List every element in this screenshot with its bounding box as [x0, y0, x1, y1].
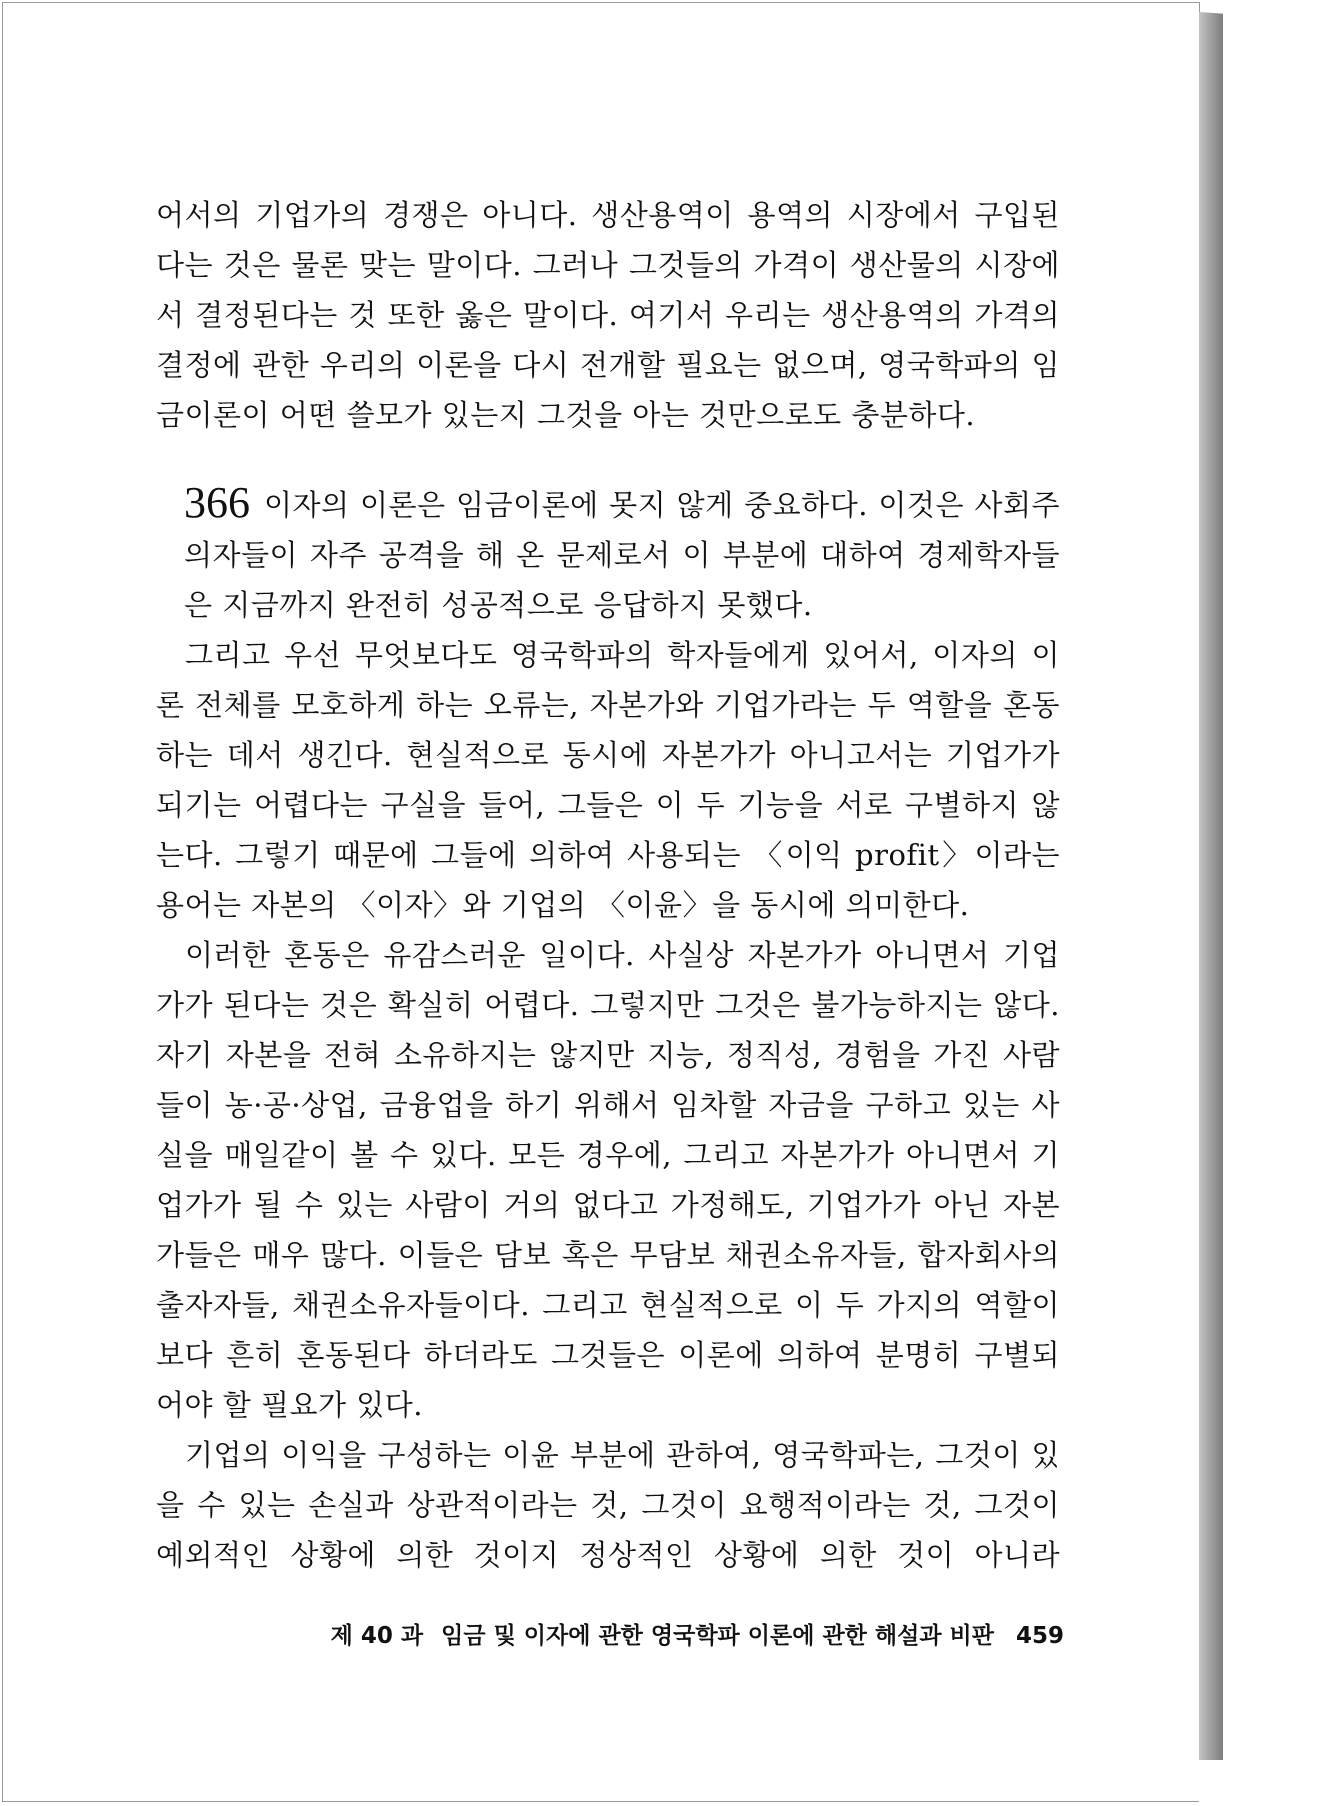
running-footer	[156, 1620, 1064, 1652]
section-366	[156, 478, 1060, 1580]
section-first-paragraph	[156, 478, 1060, 630]
page-stack-edge	[1199, 12, 1223, 1796]
section-number: 366	[184, 478, 250, 527]
section-first-text: 이자의 이론은 임금이론에 못지 않게 중요하다. 이것은 사회주의자들이 자주 공격을 해 온 문제로서 이 부분에 대하여 경제학자들은 지금까지 완전히 성공적으로 응답하지 못했다.	[184, 488, 1060, 622]
footer-title: 임금 및 이자에 관한 영국학파 이론에 관한 해설과 비판	[441, 1623, 994, 1649]
page-body	[156, 190, 1060, 1580]
body-paragraph-top: 어서의 기업가의 경쟁은 아니다. 생산용역이 용역의 시장에서 구입된 다는 것은 물론 맞는 말이다. 그러나 그것들의 가격이 생산물의 시장에서 결정된다는 것 또한 옳은 말이다. 여기서 우리는 생산용역의 가격의 결정에 관한 우리의 이론을 다시 전개할 필요는 없으며, 영국학파의 임금이론이 어떤 쓸모가 있는지 그것을 아는 것만으로도 충분하다.	[156, 198, 1060, 432]
body-paragraph: 기업의 이익을 구성하는 이윤 부분에 관하여, 영국학파는, 그것이 있을 수 있는 손실과 상관적이라는 것, 그것이 요행적이라는 것, 그것이 예외적인 상황에 의한 것이지 정상적인 상황에 의한 것이 아니라	[156, 1438, 1060, 1572]
body-paragraph: 이러한 혼동은 유감스러운 일이다. 사실상 자본가가 아니면서 기업가가 된다는 것은 확실히 어렵다. 그렇지만 그것은 불가능하지는 않다. 자기 자본을 전혀 소유하지는 않지만 지능, 정직성, 경험을 가진 사람들이 농·공·상업, 금융업을 하기 위해서 임차할 자금을 구하고 있는 사실을 매일같이 볼 수 있다. 모든 경우에, 그리고 자본가가 아니면서 기업가가 될 수 있는 사람이 거의 없다고 가정해도, 기업가가 아닌 자본가들은 매우 많다. 이들은 담보 혹은 무담보 채권소유자들, 합자회사의 출자자들, 채권소유자들이다. 그리고 현실적으로 이 두 가지의 역할이 보다 흔히 혼동된다 하더라도 그것들은 이론에 의하여 분명히 구별되어야 할 필요가 있다.	[156, 938, 1060, 1422]
body-paragraph: 그리고 우선 무엇보다도 영국학파의 학자들에게 있어서, 이자의 이론 전체를 모호하게 하는 오류는, 자본가와 기업가라는 두 역할을 혼동하는 데서 생긴다. 현실적으로 동시에 자본가가 아니고서는 기업가가 되기는 어렵다는 구실을 들어, 그들은 이 두 기능을 서로 구별하지 않는다. 그렇기 때문에 그들에 의하여 사용되는 〈이익 profit〉이라는 용어는 자본의 〈이자〉와 기업의 〈이윤〉을 동시에 의미한다.	[156, 638, 1060, 922]
footer-chapter: 제 40 과	[330, 1623, 424, 1649]
page-number: 459	[1015, 1623, 1064, 1649]
